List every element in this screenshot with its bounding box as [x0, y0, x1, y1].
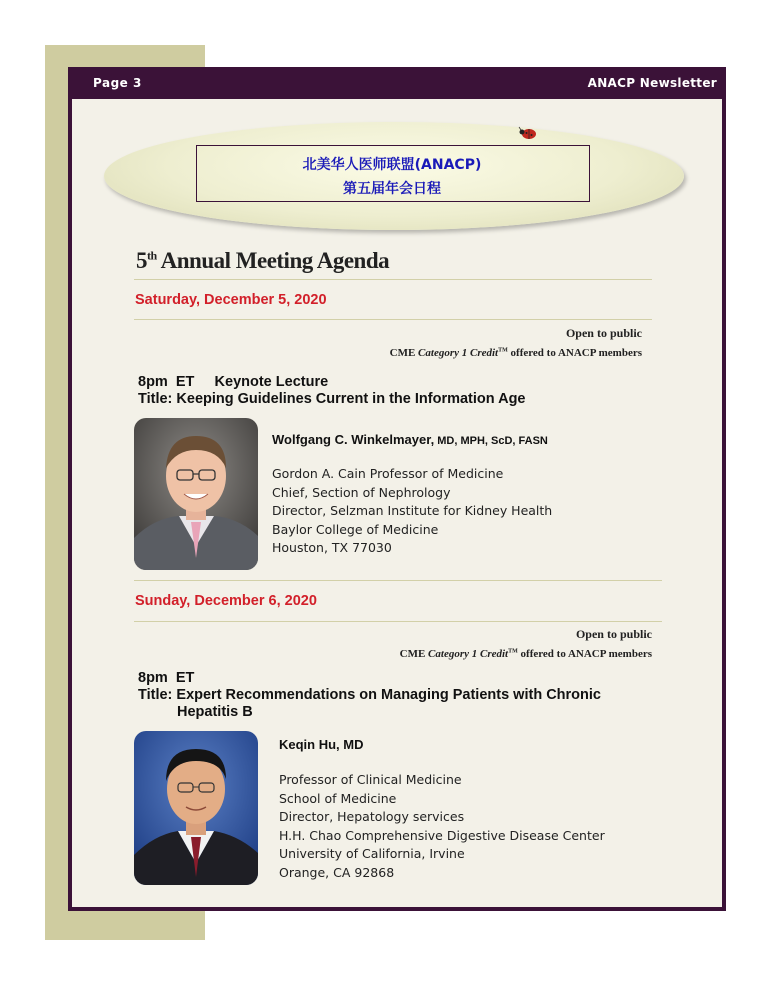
- affiliation-line: Chief, Section of Nephrology: [272, 484, 451, 500]
- speaker-1-affiliation: [272, 465, 552, 558]
- session-2-date: Sunday, December 6, 2020: [135, 593, 317, 609]
- newsletter-name: ANACP Newsletter: [587, 76, 717, 90]
- affiliation-line: Houston, TX 77030: [272, 540, 392, 555]
- affiliation-line: Gordon A. Cain Professor of Medicine: [272, 466, 504, 481]
- session-1-title: Title: Keeping Guidelines Current in the Information Age: [138, 391, 526, 407]
- agenda-title: 5th Annual Meeting Agenda: [136, 248, 390, 273]
- speaker-2-portrait: [134, 731, 258, 885]
- session-2-time: 8pm ET: [138, 670, 195, 686]
- session-2-open-label: Open to public: [575, 627, 652, 641]
- affiliation-line: H.H. Chao Comprehensive Digestive Disease Center: [279, 827, 605, 843]
- speaker-1-portrait: [134, 418, 258, 570]
- ladybug-icon: [518, 126, 538, 140]
- session-2-title: Title: Expert Recommendations on Managing Patients with Chronic: [138, 687, 601, 703]
- section-divider: [134, 580, 662, 581]
- affiliation-line: Director, Selzman Institute for Kidney Health: [272, 503, 553, 518]
- session-1-divider: [134, 319, 652, 320]
- speaker-1-photo: [134, 418, 258, 570]
- session-2-divider: [134, 621, 662, 622]
- speaker-2-name: Keqin Hu, MD: [279, 737, 364, 752]
- title-divider: [134, 279, 652, 280]
- session-2-title-cont: Hepatitis B: [177, 704, 253, 720]
- page-number: Page 3: [93, 76, 142, 90]
- affiliation-line: Baylor College of Medicine: [272, 521, 439, 537]
- affiliation-line: Orange, CA 92868: [279, 864, 395, 880]
- banner-line-2: 第五届年会日程: [343, 181, 441, 197]
- affiliation-line: Professor of Clinical Medicine: [279, 772, 462, 787]
- session-1-cme-note: CME Category 1 Credit™ offered to ANACP members: [389, 347, 642, 359]
- affiliation-line: University of California, Irvine: [279, 846, 465, 861]
- session-1-open-label: Open to public: [565, 326, 642, 340]
- affiliation-line: School of Medicine: [279, 790, 397, 806]
- session-1-date: Saturday, December 5, 2020: [135, 292, 327, 308]
- session-2-cme-note: CME Category 1 Credit™ offered to ANACP members: [399, 648, 652, 660]
- speaker-2-photo: [134, 731, 258, 885]
- banner-line-1: 北美华人医师联盟(ANACP): [302, 157, 482, 173]
- session-1-time: 8pm ET Keynote Lecture: [138, 374, 329, 390]
- affiliation-line: Director, Hepatology services: [279, 809, 465, 824]
- speaker-1-name: Wolfgang C. Winkelmayer, MD, MPH, ScD, FASN: [272, 432, 548, 447]
- speaker-2-affiliation: [279, 771, 605, 882]
